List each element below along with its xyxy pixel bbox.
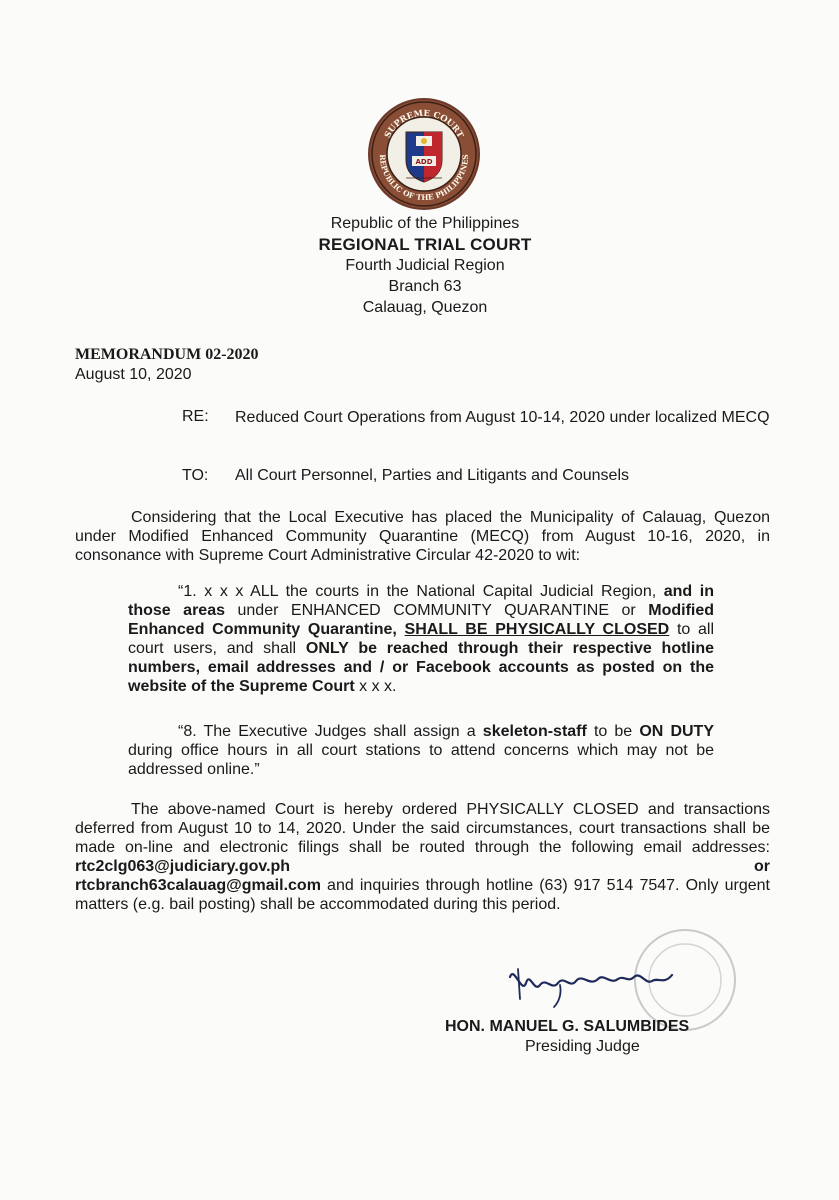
p2-text-end: and inquiries through hotline (63) 917 514 7547. Only urgent matters (e.g. bail posting) shall be accommodated during this period. <box>75 877 770 913</box>
q1-text: under ENHANCED COMMUNITY QUARANTINE or <box>225 602 649 619</box>
body-paragraph-2 <box>75 800 770 914</box>
re-subject: Reduced Court Operations from August 10-14, 2020 under localized MECQ <box>235 409 770 426</box>
to-recipients: All Court Personnel, Parties and Litigants and Counsels <box>235 467 629 484</box>
header-location: Calauag, Quezon <box>362 299 488 316</box>
judge-title: Presiding Judge <box>525 1038 640 1055</box>
seal-bottom-text: REPUBLIC OF THE PHILIPPINES <box>377 154 471 203</box>
header-region: Fourth Judicial Region <box>345 257 505 274</box>
header-court-name: REGIONAL TRIAL COURT <box>318 235 532 254</box>
seal-shield-letters: ADD <box>415 158 433 166</box>
body-paragraph-1: Considering that the Local Executive has placed the Municipality of Calauag, Quezon under Modified Enhanced Community Quarantine (MECQ) from August 10-16, 2020, in consonance with Supreme Court Administrative Circular 42-2020 to wit: <box>75 509 770 564</box>
memorandum-date: August 10, 2020 <box>75 366 192 383</box>
signature-icon <box>500 955 680 1015</box>
p2-text <box>75 800 770 876</box>
q1-bold-mecq: Modified Enhanced Community Quarantine, <box>128 602 715 638</box>
seal-top-text: SUPREME COURT <box>383 108 465 140</box>
re-label: RE: <box>182 408 209 425</box>
header-branch: Branch 63 <box>388 278 462 295</box>
q1-text: “1. x x x ALL the courts in the National Capital Judicial Region, <box>178 583 664 600</box>
judge-name: HON. MANUEL G. SALUMBIDES <box>445 1018 690 1035</box>
q2-bold-staff: skeleton-staff <box>482 723 587 740</box>
email-address-1: rtc2clg063@judiciary.gov.ph <box>75 858 291 875</box>
supreme-court-seal-icon <box>366 96 482 212</box>
p2-email-intro: following email addresses: <box>571 839 771 856</box>
email-or: or <box>754 858 770 875</box>
q2-text: “8. The Executive Judges shall assign a <box>178 723 483 740</box>
quote-paragraph-1 <box>128 582 714 696</box>
q2-bold-duty: ON DUTY <box>639 723 714 740</box>
quote-paragraph-2 <box>128 722 714 779</box>
header-republic: Republic of the Philippines <box>330 215 520 232</box>
q1-closed-emphasis: SHALL BE PHYSICALLY CLOSED <box>404 621 670 638</box>
p2-text-start: The above-named Court is hereby ordered PHYSICALLY CLOSED and transactions deferred from August 10 to 14, 2020. Under the said circumstances, court transactions shall be made on-line and electronic filings shall be routed through the <box>75 801 770 856</box>
q1-text: x x x. <box>354 678 397 695</box>
q1-bold-contact: ONLY be reached through their respective hotline numbers, email addresses and / or Facebook accounts as posted on the website of the Supreme Court <box>128 640 714 695</box>
memorandum-number: MEMORANDUM 02-2020 <box>75 346 259 363</box>
q1-text: to all court users, and shall <box>128 621 715 657</box>
court-header <box>260 213 590 318</box>
to-label: TO: <box>182 467 209 484</box>
q1-bold-areas: and in those areas <box>128 583 714 619</box>
q2-text: to be <box>586 723 640 740</box>
q2-text: during office hours in all court stations to attend concerns which may not be addressed online.” <box>128 742 714 778</box>
email-address-2: rtcbranch63calauag@gmail.com <box>75 877 321 894</box>
